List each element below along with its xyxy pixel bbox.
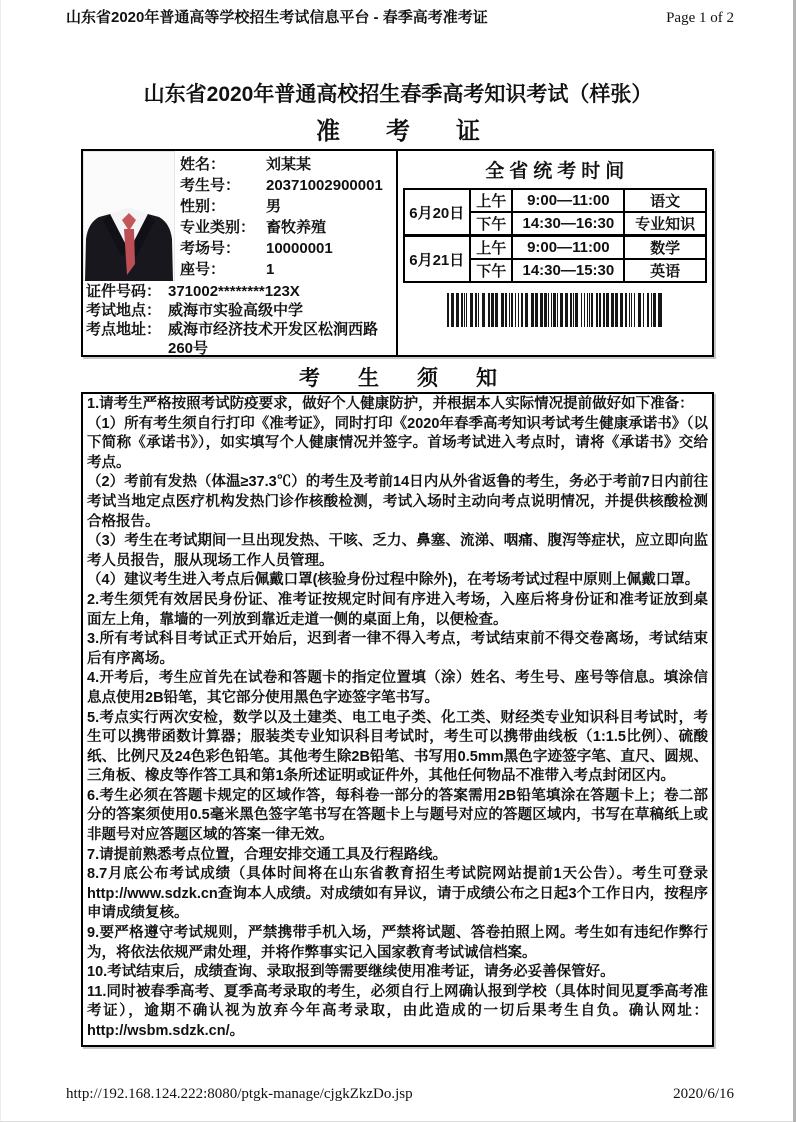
field-exam-room <box>180 238 396 259</box>
field-label: 座号： <box>180 261 226 278</box>
print-footer-url: http://192.168.124.222:8080/ptgk-manage/cjgkZkzDo.jsp <box>66 1086 413 1102</box>
schedule-date: 6月20日 <box>404 189 471 236</box>
print-header-title: 山东省2020年普通高等学校招生考试信息平台 - 春季高考准考证 <box>66 9 488 26</box>
schedule-session: 下午 <box>470 259 512 282</box>
field-value: 男 <box>266 198 282 215</box>
field-label: 考点地址： <box>86 321 162 338</box>
field-gender <box>180 196 396 217</box>
field-label: 性别： <box>180 198 226 215</box>
candidate-bottom-fields <box>83 281 396 358</box>
schedule-subject: 专业知识 <box>624 212 706 236</box>
schedule-session: 下午 <box>470 212 512 236</box>
candidate-info-panel <box>83 151 398 355</box>
field-major-category <box>180 217 396 238</box>
field-label: 考试地点： <box>86 302 162 319</box>
field-label: 姓名： <box>180 156 226 173</box>
notice-box <box>81 392 714 1047</box>
print-footer-date: 2020/6/16 <box>673 1086 734 1102</box>
schedule-table <box>403 188 708 283</box>
notice-item: 11.同时被春季高考、夏季高考录取的考生，必须自行上网确认报到学校（具体时间见夏季高考准考证），逾期不确认视为放弃今年高考录取，由此造成的一切后果考生自负。确认网址：http://wsbm.sdzk.cn/。 <box>87 983 708 1039</box>
schedule-time: 9:00—11:00 <box>512 189 624 212</box>
schedule-date: 6月21日 <box>404 236 471 283</box>
notice-item: 9.要严格遵守考试规则，严禁携带手机入场，严禁将试题、答卷拍照上网。考生如有违纪作弊行为，将依法依规严肃处理，并将作弊事实记入国家教育考试诚信档案。 <box>87 925 708 961</box>
field-id-number <box>86 282 394 301</box>
field-candidate-number <box>180 175 396 196</box>
schedule-session: 上午 <box>470 189 512 212</box>
schedule-time: 14:30—15:30 <box>512 259 624 282</box>
field-value: 1 <box>266 261 275 278</box>
schedule-subject: 语文 <box>624 189 706 212</box>
field-name <box>180 154 396 175</box>
field-label: 专业类别： <box>180 219 256 236</box>
notice-item: 4.开考后，考生应首先在试卷和答题卡的指定位置填（涂）姓名、考生号、座号等信息。填涂信息点使用2B铅笔，其它部分使用黑色字迹签字笔书写。 <box>87 670 708 706</box>
document-title: 山东省2020年普通高校招生春季高考知识考试（样张） <box>143 83 653 106</box>
notice-item: 8.7月底公布考试成绩（具体时间将在山东省教育招生考试院网站提前1天公告）。考生可登录http://www.sdzk.cn查询本人成绩。对成绩如有异议，请于成绩公布之日起3个工作日内，按程序申请成绩复核。 <box>87 866 708 922</box>
print-footer <box>66 1086 734 1103</box>
schedule-row <box>404 189 707 212</box>
notice-item: （3）考生在考试期间一旦出现发热、干咳、乏力、鼻塞、流涕、咽痛、腹泻等症状，应立即向监考人员报告，服从现场工作人员管理。 <box>87 533 708 569</box>
field-value: 10000001 <box>266 240 333 257</box>
barcode <box>447 293 662 332</box>
field-value: 威海市经济技术开发区松涧西路260号 <box>168 321 379 357</box>
notice-item: （2）考前有发热（体温≥37.3℃）的考生及考前14日内从外省返鲁的考生，务必于考前7日内前往考试当地定点医疗机构发热门诊作核酸检测，考试入场时主动向考点说明情况，并提供核酸检测合格报告。 <box>87 474 708 530</box>
notice-item: 10.考试结束后，成绩查询、录取报到等需要继续使用准考证，请务必妥善保管好。 <box>87 964 615 981</box>
schedule-time: 14:30—16:30 <box>512 212 624 236</box>
field-label: 考生号： <box>180 177 241 194</box>
schedule-time: 9:00—11:00 <box>512 236 624 260</box>
ticket-title: 准考证 <box>316 118 526 145</box>
candidate-fields <box>175 151 396 281</box>
schedule-subject: 英语 <box>624 259 706 282</box>
schedule-title: 全省统考时间 <box>485 161 630 182</box>
field-seat-number <box>180 259 396 280</box>
field-label: 证件号码： <box>86 283 162 300</box>
field-value: 刘某某 <box>266 156 312 173</box>
notice-item: 6.考生必须在答题卡规定的区域作答，每科卷一部分的答案需用2B铅笔填涂在答题卡上；卷二部分的答案须使用0.5毫米黑色签字笔书写在答题卡上与题号对应的答题区域内，书写在草稿纸上或非题号对应答题区域的答案一律无效。 <box>87 787 708 844</box>
notice-item: 2.考生须凭有效居民身份证、准考证按规定时间有序进入考场，入座后将身份证和准考证放到桌面左上角，靠墙的一列放到靠近走道一侧的桌面上角，以便检查。 <box>87 591 708 628</box>
notice-item: （1）所有考生须自行打印《准考证》，同时打印《2020年春季高考知识考试考生健康承诺书》（以下简称《承诺书》），如实填写个人健康情况并签字。首场考试进入考点时，请将《承诺书》交给考点。 <box>87 415 708 471</box>
notice-item: 3.所有考试科目考试正式开始后，迟到者一律不得入考点，考试结束前不得交卷离场，考试结束后有序离场。 <box>87 631 708 667</box>
field-value: 威海市实验高级中学 <box>168 302 304 319</box>
field-value: 20371002900001 <box>266 177 383 194</box>
print-header <box>66 6 734 27</box>
admission-ticket-box <box>81 149 714 357</box>
field-label: 考场号： <box>180 240 241 257</box>
schedule-row <box>404 236 707 260</box>
page-indicator: Page 1 of 2 <box>666 10 734 26</box>
notice-title: 考生须知 <box>299 367 535 390</box>
schedule-session: 上午 <box>470 236 512 260</box>
field-value: 371002********123X <box>168 283 300 300</box>
field-value: 畜牧养殖 <box>266 219 327 236</box>
field-exam-site <box>86 301 394 320</box>
field-site-address <box>86 320 394 358</box>
notice-item: 5.考点实行两次安检，数学以及土建类、电工电子类、化工类、财经类专业知识科目考试时，考生可以携带函数计算器；服装类专业知识科目考试时，考生可以携带曲线板（1:1.5比例）、硫酸纸、比例尺及24色彩色铅笔。其他考生除2B铅笔、书写用0.5mm黑色字迹签字笔、直尺、圆规、三角板、橡皮等作答工具和第1条所述证明或证件外，其他任何物品不准带入考点封闭区内。 <box>87 709 708 785</box>
notice-item: 7.请提前熟悉考点位置，合理安排交通工具及行程路线。 <box>87 846 448 863</box>
schedule-subject: 数学 <box>624 236 706 260</box>
notice-item: 1.请考生严格按照考试防疫要求，做好个人健康防护，并根据本人实际情况提前做好如下准备： <box>87 396 694 412</box>
notice-item: （4）建议考生进入考点后佩戴口罩(核验身份过程中除外)，在考场考试过程中原则上佩戴口罩。 <box>87 572 700 589</box>
candidate-photo <box>83 151 175 281</box>
schedule-panel <box>398 151 713 355</box>
